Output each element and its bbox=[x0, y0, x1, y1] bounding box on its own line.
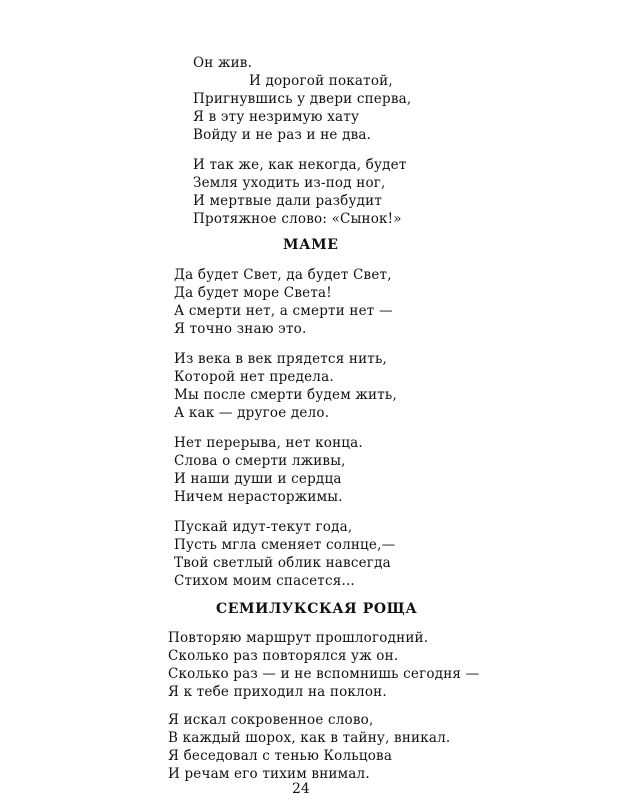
poem-line: Да будет море Света! bbox=[174, 285, 332, 301]
poem-line: Войду и не раз и не два. bbox=[193, 127, 372, 143]
poem-line: И речам его тихим внимал. bbox=[168, 766, 370, 782]
poem-line: Из века в век прядется нить, bbox=[174, 351, 388, 367]
poem-line: Нет перерыва, нет конца. bbox=[174, 435, 363, 451]
poem-line: И дорогой покатой, bbox=[249, 73, 393, 89]
page-number: 24 bbox=[292, 781, 310, 797]
poem-line: И так же, как некогда, будет bbox=[193, 157, 407, 173]
poem-line: В каждый шорох, как в тайну, вникал. bbox=[168, 730, 451, 746]
poem-line: Я к тебе приходил на поклон. bbox=[168, 684, 387, 700]
poem-title: СЕМИЛУКСКАЯ РОЩА bbox=[216, 601, 418, 617]
poem-line: Ничем нерасторжимы. bbox=[174, 489, 343, 505]
poem-line: Твой светлый облик навсегда bbox=[174, 555, 391, 571]
poem-line: Слова о смерти лживы, bbox=[174, 453, 346, 469]
poem-line: Мы после смерти будем жить, bbox=[174, 387, 397, 403]
poem-line: Пусть мгла сменяет солнце,— bbox=[174, 537, 396, 553]
poem-line: Я искал сокровенное слово, bbox=[168, 712, 374, 728]
poem-line: Я точно знаю это. bbox=[174, 321, 307, 337]
poem-line: Сколько раз повторялся уж он. bbox=[168, 648, 399, 664]
poem-line: Повторяю маршрут прошлогодний. bbox=[168, 630, 429, 646]
poem-line: Я в эту незримую хату bbox=[193, 109, 360, 125]
poem-line: Он жив. bbox=[193, 55, 253, 71]
poem-line: А смерти нет, а смерти нет — bbox=[174, 303, 393, 319]
poem-line: Протяжное слово: «Сынок!» bbox=[193, 211, 402, 227]
poem-title: МАМЕ bbox=[283, 237, 339, 253]
poem-line: Стихом моим спасется... bbox=[174, 573, 355, 589]
poem-line: Сколько раз — и не вспомнишь сегодня — bbox=[168, 666, 480, 682]
poem-line: Земля уходить из-под ног, bbox=[193, 175, 386, 191]
poem-line: И наши души и сердца bbox=[174, 471, 342, 487]
poem-line: И мертвые дали разбудит bbox=[193, 193, 383, 209]
poem-line: Пригнувшись у двери сперва, bbox=[193, 91, 412, 107]
poem-line: А как — другое дело. bbox=[174, 405, 330, 421]
poem-line: Которой нет предела. bbox=[174, 369, 334, 385]
poem-line: Пускай идут-текут года, bbox=[174, 519, 353, 535]
poem-line: Я беседовал с тенью Кольцова bbox=[168, 748, 393, 764]
poem-line: Да будет Свет, да будет Свет, bbox=[174, 267, 392, 283]
